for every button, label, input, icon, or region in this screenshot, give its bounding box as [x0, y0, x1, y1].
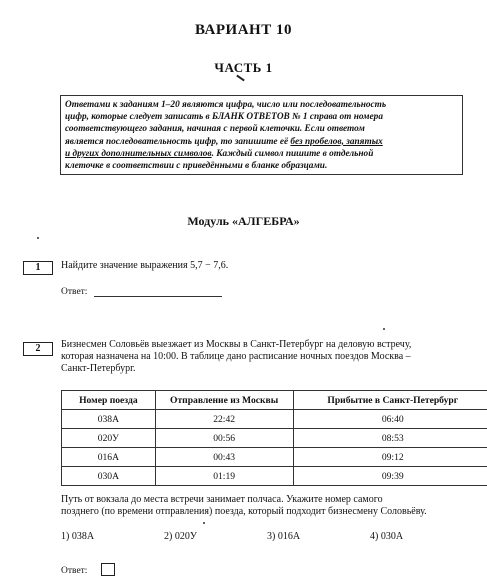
table-cell: 01:19	[155, 467, 293, 486]
table-cell: 016А	[62, 448, 156, 467]
table-row	[62, 429, 487, 448]
instructions-line: цифр, которые следует записать в БЛАНК ОТВЕТОВ № 1 справа от номера	[65, 112, 383, 123]
instructions-line: Ответами к заданиям 1–20 являются цифра, число или последовательность	[65, 100, 387, 110]
instructions-line	[65, 136, 458, 148]
instructions-line: соответствующего задания, начиная с первой клеточки. Если ответом	[65, 124, 365, 135]
table-header-arrival: Прибытие в Санкт-Петербург	[293, 391, 487, 410]
answer-line-1[interactable]	[94, 296, 222, 297]
answer-label-2: Ответ:	[61, 566, 88, 576]
table-cell: 00:43	[155, 448, 293, 467]
instructions-line	[65, 148, 458, 160]
option-4[interactable]: 4) 030А	[370, 531, 404, 542]
table-header-train: Номер поезда	[62, 391, 156, 410]
table-cell: 038А	[62, 410, 156, 429]
question-number-2: 2	[23, 342, 53, 356]
instructions-line: клеточке в соответствии с приведёнными в бланке образцами.	[65, 161, 328, 172]
variant-title: ВАРИАНТ 10	[195, 22, 292, 38]
instructions-text: . Каждый символ пишите в отдельной	[211, 148, 374, 159]
question-number-1: 1	[23, 261, 53, 275]
table-cell: 00:56	[155, 429, 293, 448]
table-cell: 22:42	[155, 410, 293, 429]
option-1[interactable]: 1) 038А	[61, 531, 95, 542]
table-row	[62, 410, 487, 429]
question-2-line: Путь от вокзала до места встречи занимает полчаса. Укажите номер самого	[61, 494, 383, 505]
instructions-box	[60, 95, 463, 175]
question-2-line: которая назначена на 10:00. В таблице дано расписание ночных поездов Москва –	[61, 351, 411, 362]
table-header-departure: Отправление из Москвы	[155, 391, 293, 410]
table-cell: 020У	[62, 429, 156, 448]
question-2-line: Бизнесмен Соловьёв выезжает из Москвы в Санкт-Петербург на деловую встречу,	[61, 339, 412, 350]
part-title: ЧАСТЬ 1	[214, 60, 273, 75]
table-cell: 09:39	[293, 467, 487, 486]
table-cell: 06:40	[293, 410, 487, 429]
table-cell: 08:53	[293, 429, 487, 448]
answer-box-2[interactable]	[101, 563, 115, 576]
module-title: Модуль «АЛГЕБРА»	[187, 214, 300, 228]
question-1-text: Найдите значение выражения 5,7 − 7,6.	[61, 260, 229, 271]
instructions-underlined: без пробелов, запятых	[290, 136, 383, 147]
option-3[interactable]: 3) 016А	[267, 531, 301, 542]
question-2-line: Санкт-Петербург.	[61, 363, 136, 374]
option-2[interactable]: 2) 020У	[164, 531, 197, 542]
answer-label-1: Ответ:	[61, 287, 88, 297]
table-row	[62, 448, 487, 467]
table-cell: 030А	[62, 467, 156, 486]
table-cell: 09:12	[293, 448, 487, 467]
question-2-line: позднего (по времени отправления) поезда, который подходит бизнесмену Соловьёву.	[61, 506, 427, 517]
table-row	[62, 467, 487, 486]
speck	[37, 237, 39, 239]
schedule-table	[61, 390, 487, 486]
instructions-text: является последовательность цифр, то запишите её	[65, 136, 291, 147]
table-header-row	[62, 391, 487, 410]
speck	[203, 522, 205, 524]
instructions-underlined: и других дополнительных символов	[65, 148, 212, 159]
speck	[383, 328, 385, 330]
